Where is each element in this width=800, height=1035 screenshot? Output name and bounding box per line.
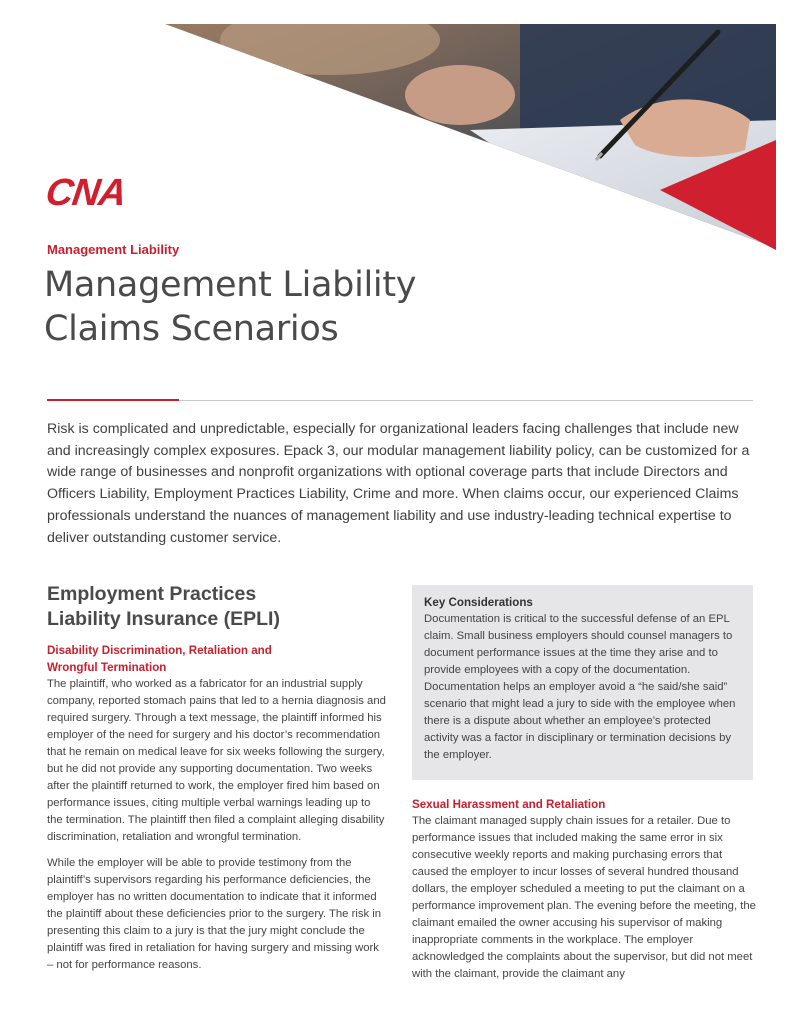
cna-logo: CNA xyxy=(43,172,129,214)
case1-paragraph-1: The plaintiff, who worked as a fabricator for an industrial supply company, reported stomach pains that led to a hernia diagnosis and required surgery. Through a text message, the plaintiff informed his employer of the need for surgery and his doctor’s recommendation that he remain on medical leave for six weeks following the surgery, but he did not provide any supporting documentation. Two weeks after the plaintiff returned to work, the employer fired him based on performance issues, citing multiple verbal warnings leading up to the termination. The plaintiff then filed a complaint alleging disability discrimination, retaliation and wrongful termination. xyxy=(47,678,386,843)
key-considerations-heading: Key Considerations xyxy=(424,596,533,609)
case2-section xyxy=(412,796,757,983)
intro-paragraph: Risk is complicated and unpredictable, especially for organizational leaders facing challenges that include new and increasingly complex exposures. Epack 3, our modular management liability policy, can be customized for a wide range of businesses and nonprofit organizations with optional coverage parts that include Directors and Officers Liability, Employment Practices Liability, Crime and more. When claims occur, our experienced Claims professionals understand the nuances of management liability and use industry-leading technical expertise to deliver outstanding customer service. xyxy=(47,421,750,546)
key-considerations-box xyxy=(412,585,753,780)
case1-heading-line-1: Disability Discrimination, Retaliation and xyxy=(47,644,272,657)
page-title-line-1: Management Liability xyxy=(44,265,417,305)
case1-heading xyxy=(47,642,387,676)
epli-heading-line-2: Liability Insurance (EPLI) xyxy=(47,608,280,630)
hero-photo xyxy=(0,0,800,260)
epli-heading xyxy=(47,582,387,632)
epli-heading-line-1: Employment Practices xyxy=(47,583,257,605)
epli-section xyxy=(47,582,387,974)
eyebrow-label: Management Liability xyxy=(47,242,180,257)
case1-heading-line-2: Wrongful Termination xyxy=(47,661,167,674)
divider-accent xyxy=(47,399,179,401)
page-title-line-2: Claims Scenarios xyxy=(44,309,339,349)
key-considerations-text: Documentation is critical to the successful defense of an EPL claim. Small business employers should counsel managers to document performance issues at the time they arise and to provide employees with a copy of the documentation. Documentation helps an employer avoid a “he said/she said” scenario that might lead a jury to side with the employee when there is a dispute about whether an employee’s protected activity was a factor in disciplinary or termination decisions by the employer. xyxy=(424,613,736,761)
case1-paragraph-2: While the employer will be able to provide testimony from the plaintiff’s supervisors regarding his performance deficiencies, the employer has no written documentation to indicate that it informed the plaintiff about these deficiencies prior to the surgery. The risk in presenting this claim to a jury is that the jury might conclude the plaintiff was fired in retaliation for having surgery and missing work – not for performance reasons. xyxy=(47,857,382,971)
case2-heading: Sexual Harassment and Retaliation xyxy=(412,798,606,811)
case2-paragraph: The claimant managed supply chain issues for a retailer. Due to performance issues that included making the same error in six consecutive weekly reports and making purchasing errors that caused the employer to incur losses of several hundred thousand dollars, the employer scheduled a meeting to put the claimant on a performance improvement plan. The evening before the meeting, the claimant emailed the owner accusing his supervisor of making inappropriate comments in the workplace. The employer acknowledged the complaints about the supervisor, but did not meet with the claimant, provide the claimant any xyxy=(412,815,756,980)
page-title xyxy=(44,263,416,351)
